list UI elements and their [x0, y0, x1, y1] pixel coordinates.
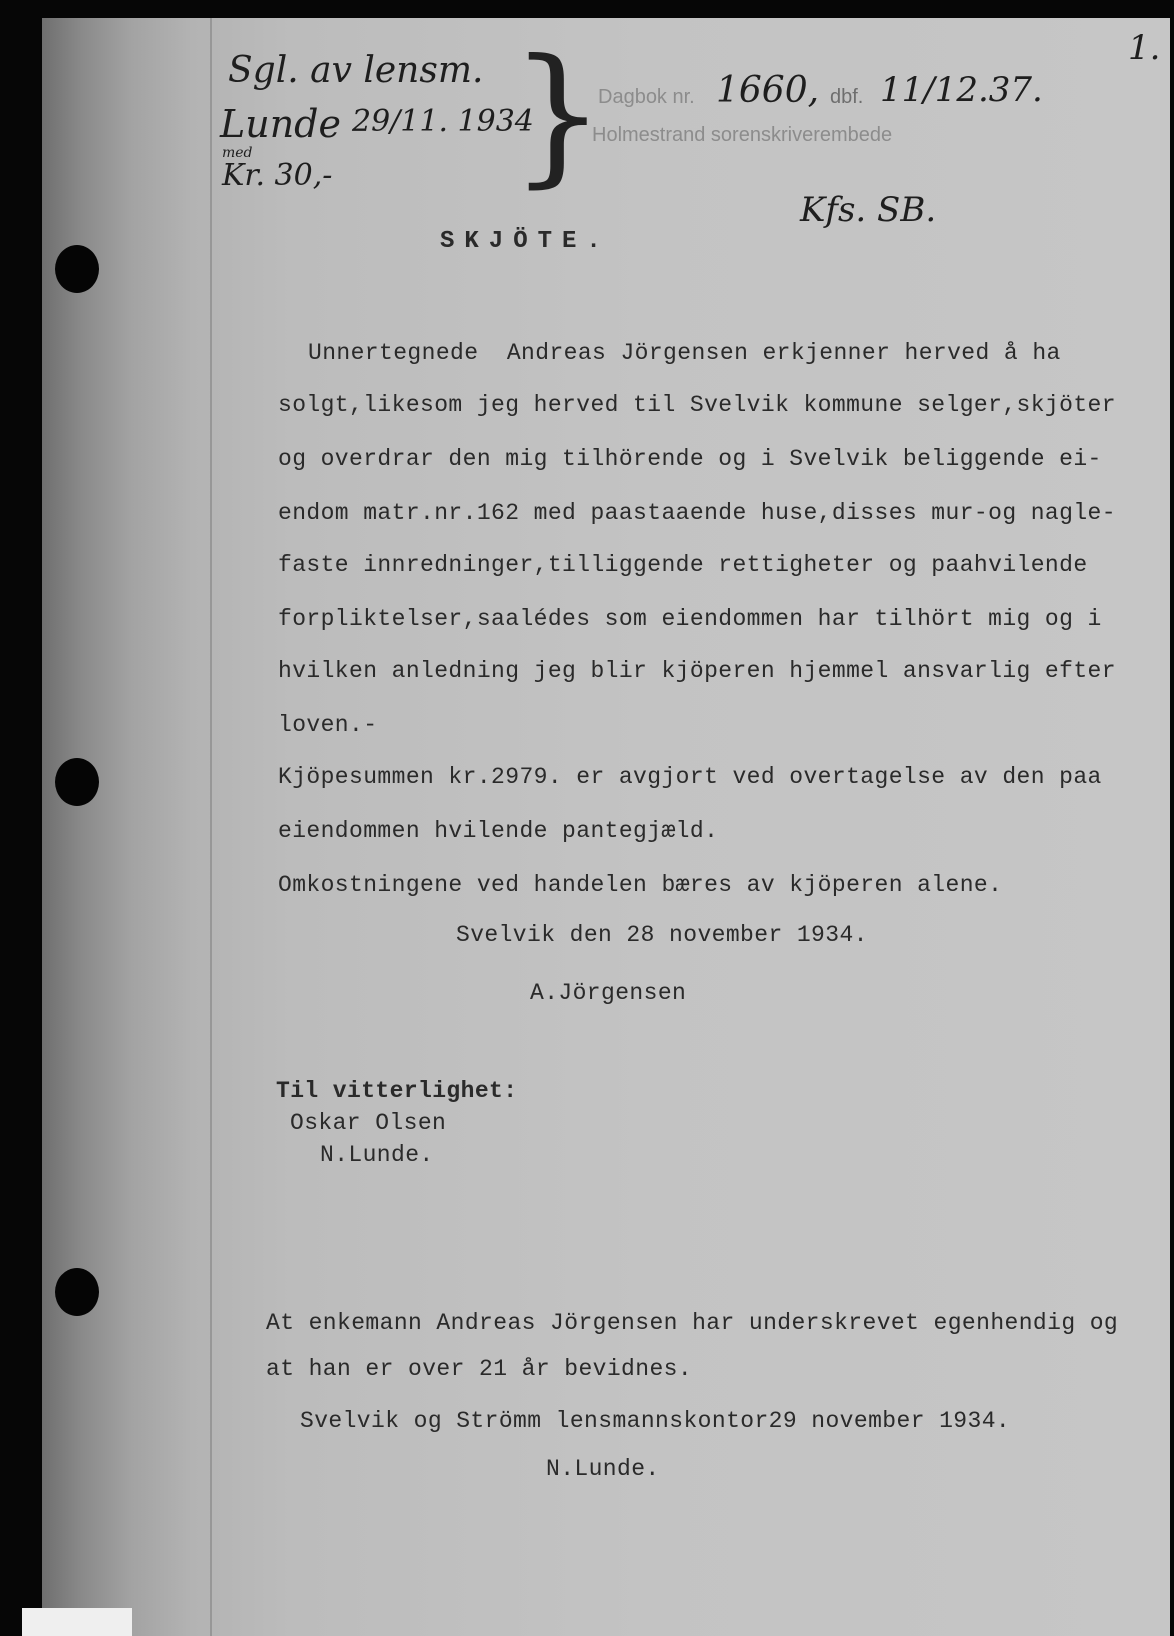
punch-hole: [55, 1268, 99, 1316]
stamp-dbf-date: 11/12.37.: [880, 70, 1043, 110]
body-line: loven.-: [278, 712, 378, 738]
attestation-line: At enkemann Andreas Jörgensen har underskrevet egenhendig og: [266, 1310, 1119, 1336]
place-date: Svelvik den 28 november 1934.: [456, 922, 868, 948]
body-line: solgt,likesom jeg herved til Svelvik kommune selger,skjöter: [278, 392, 1116, 418]
price-line: Kjöpesummen kr.2979. er avgjort ved overtagelse av den paa: [278, 764, 1102, 790]
margin-note-prefix: med: [222, 145, 253, 161]
punch-hole: [55, 245, 99, 293]
body-line: Unnertegnede Andreas Jörgensen erkjenner herved å ha: [308, 340, 1061, 366]
body-line: hvilken anledning jeg blir kjöperen hjemmel ansvarlig efter: [278, 658, 1116, 684]
page-number: 1.: [1128, 28, 1161, 68]
punch-hole: [55, 758, 99, 806]
attestation-place: Svelvik og Strömm lensmannskontor29 november 1934.: [300, 1408, 1011, 1434]
stamp-dbf-label: dbf.: [830, 86, 864, 108]
cost-line: Omkostningene ved handelen bæres av kjöperen alene.: [278, 872, 1003, 898]
margin-note-line: Sgl. av lensm.: [228, 50, 484, 91]
witness-heading: Til vitterlighet:: [276, 1078, 518, 1104]
margin-fold-line: [210, 18, 212, 1636]
body-line: endom matr.nr.162 med paastaaende huse,disses mur-og nagle-: [278, 500, 1116, 526]
stamp-dagbok-label: Dagbok nr.: [598, 86, 695, 108]
body-line: og overdrar den mig tilhörende og i Svelvik beliggende ei-: [278, 446, 1102, 472]
document-title: SKJÖTE.: [440, 228, 611, 255]
body-line: forpliktelser,saalédes som eiendommen har tilhört mig og i: [278, 606, 1102, 632]
witness-name: N.Lunde.: [320, 1142, 434, 1168]
margin-note-name: Lunde: [220, 102, 341, 146]
attestation-line: at han er over 21 år bevidnes.: [266, 1356, 693, 1382]
witness-name: Oskar Olsen: [290, 1110, 447, 1136]
attestation-signature: N.Lunde.: [546, 1456, 660, 1482]
price-line: eiendommen hvilende pantegjæld.: [278, 818, 719, 844]
body-line: faste innredninger,tilliggende rettigheter og paahvilende: [278, 552, 1088, 578]
margin-note-date: 29/11. 1934: [352, 104, 534, 139]
kfs-note: Kfs. SB.: [800, 190, 937, 230]
margin-note-amount: Kr. 30,-: [222, 158, 333, 193]
brace-icon: }: [510, 28, 606, 202]
seller-signature: A.Jörgensen: [530, 980, 687, 1006]
stamp-office: Holmestrand sorenskriverembede: [592, 124, 893, 146]
scan-corner-mark: [22, 1608, 132, 1636]
stamp-dagbok-number: 1660,: [716, 70, 820, 111]
